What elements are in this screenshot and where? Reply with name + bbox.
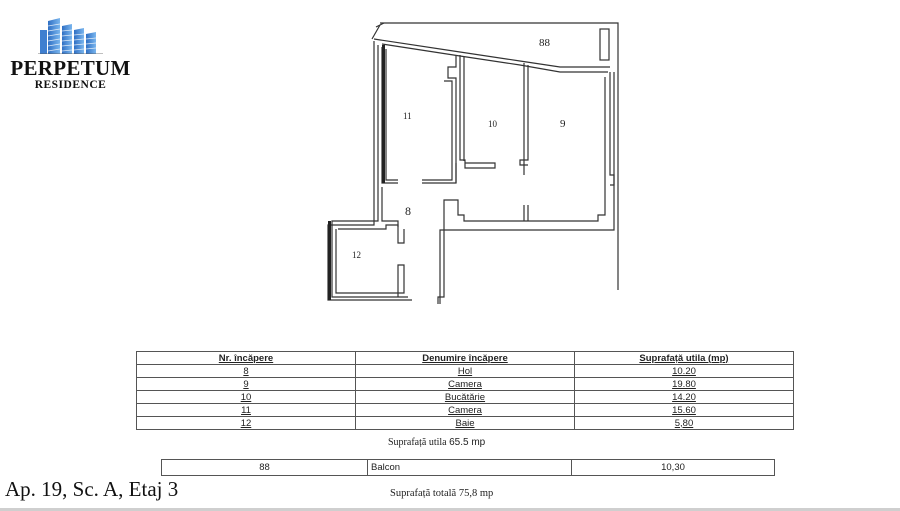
apartment-title: Ap. 19, Sc. A, Etaj 3 <box>5 477 179 501</box>
table-row <box>137 404 794 417</box>
room-label-8: 8 <box>405 204 411 218</box>
cell-name: Hol <box>356 365 575 378</box>
table-row <box>137 365 794 378</box>
cell-nr: 8 <box>137 365 356 378</box>
cell-nr: 12 <box>137 417 356 430</box>
cell-name: Bucătărie <box>356 391 575 404</box>
total-area-summary <box>390 488 493 499</box>
table-row <box>137 391 794 404</box>
table-row <box>137 378 794 391</box>
total-area-label: Suprafață totală <box>390 488 457 499</box>
floor-plan-drawing <box>320 15 630 305</box>
header-nr: Nr. încăpere <box>137 352 356 365</box>
rooms-table <box>136 351 794 430</box>
cell-nr: 10 <box>137 391 356 404</box>
balcony-table <box>161 459 775 476</box>
room-label-88: 88 <box>539 37 550 49</box>
brand-subtitle: RESIDENCE <box>34 79 107 91</box>
cell-area: 19.80 <box>575 378 794 391</box>
building-icon <box>38 18 103 54</box>
brand-name: PERPETUM <box>10 56 131 80</box>
header-area: Suprafață utila (mp) <box>575 352 794 365</box>
floor-plan <box>320 15 630 305</box>
useful-area-label: Suprafață utila <box>388 437 447 448</box>
room-label-10: 10 <box>488 119 497 129</box>
cell-nr: 9 <box>137 378 356 391</box>
useful-area-summary <box>388 437 485 448</box>
cell-area: 14.20 <box>575 391 794 404</box>
cell-area: 10,30 <box>572 460 775 476</box>
cell-name: Balcon <box>368 460 572 476</box>
logo <box>8 18 133 93</box>
useful-area-value: 65.5 mp <box>449 437 486 448</box>
header-name: Denumire încăpere <box>356 352 575 365</box>
cell-name: Camera <box>356 404 575 417</box>
cell-area: 15.60 <box>575 404 794 417</box>
table-row <box>137 417 794 430</box>
cell-nr: 11 <box>137 404 356 417</box>
table-row <box>162 460 775 476</box>
total-area-value: 75,8 mp <box>458 488 494 499</box>
cell-area: 10.20 <box>575 365 794 378</box>
room-label-11: 11 <box>403 111 412 121</box>
cell-name: Camera <box>356 378 575 391</box>
room-label-9: 9 <box>560 118 566 130</box>
cell-name: Baie <box>356 417 575 430</box>
cell-area: 5,80 <box>575 417 794 430</box>
table-header-row <box>137 352 794 365</box>
room-label-12: 12 <box>352 250 361 260</box>
cell-nr: 88 <box>162 460 368 476</box>
